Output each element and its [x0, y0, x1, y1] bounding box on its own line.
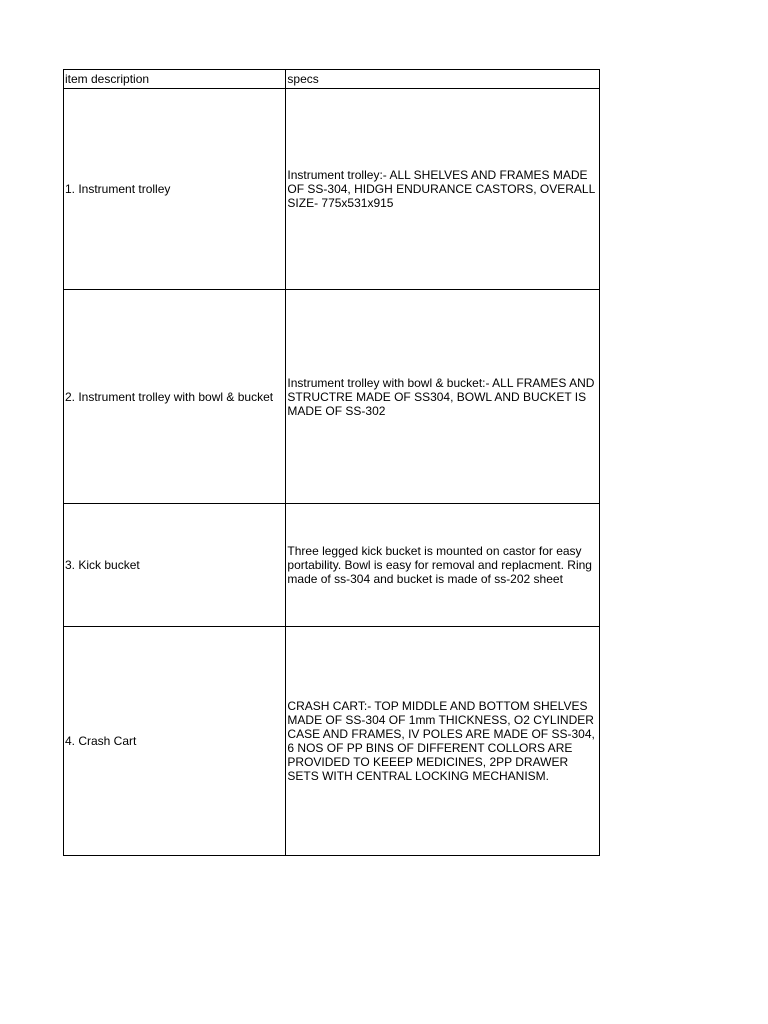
item-description-cell: 3. Kick bucket: [64, 504, 286, 627]
header-specs: specs: [286, 70, 600, 89]
specs-cell: CRASH CART:- TOP MIDDLE AND BOTTOM SHELVES MADE OF SS-304 OF 1mm THICKNESS, O2 CYLINDER CASE AND FRAMES, IV POLES ARE MADE OF SS-304, 6 NOS OF PP BINS OF DIFFERENT COLLORS ARE PROVIDED TO KEEEP MEDICINES, 2PP DRAWER SETS WITH CENTRAL LOCKING MECHANISM.: [286, 627, 600, 856]
table-row: [64, 504, 600, 627]
specs-cell: Three legged kick bucket is mounted on castor for easy portability. Bowl is easy for removal and replacment. Ring made of ss-304 and bucket is made of ss-202 sheet: [286, 504, 600, 627]
table-row: [64, 89, 600, 290]
spec-table: [63, 69, 600, 856]
table-row: [64, 627, 600, 856]
item-description-cell: 2. Instrument trolley with bowl & bucket: [64, 290, 286, 504]
item-description-cell: 4. Crash Cart: [64, 627, 286, 856]
item-description-cell: 1. Instrument trolley: [64, 89, 286, 290]
specs-cell: Instrument trolley with bowl & bucket:- ALL FRAMES AND STRUCTRE MADE OF SS304, BOWL AND BUCKET IS MADE OF SS-302: [286, 290, 600, 504]
header-row: [64, 70, 600, 89]
header-item-description: item description: [64, 70, 286, 89]
table-row: [64, 290, 600, 504]
specs-cell: Instrument trolley:- ALL SHELVES AND FRAMES MADE OF SS-304, HIDGH ENDURANCE CASTORS, OVERALL SIZE- 775x531x915: [286, 89, 600, 290]
